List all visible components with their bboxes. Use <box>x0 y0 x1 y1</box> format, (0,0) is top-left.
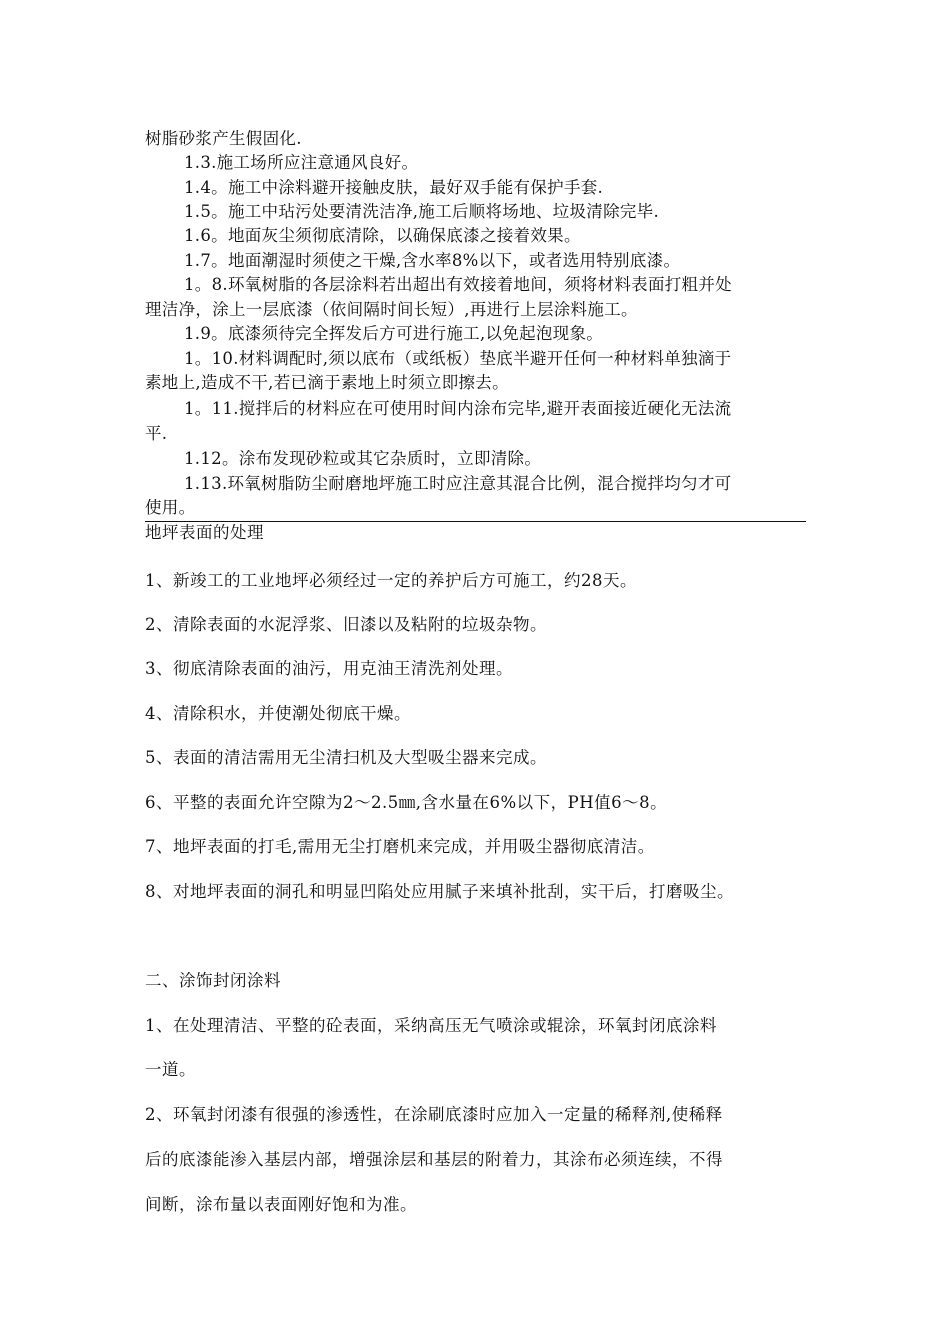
text-line: 1.9。底漆须待完全挥发后方可进行施工,以免起泡现象。 <box>184 324 604 343</box>
text-line: 1.13.环氧树脂防尘耐磨地坪施工时应注意其混合比例，混合搅拌均匀才可 <box>184 474 732 493</box>
text-line: 理洁净，涂上一层底漆（依间隔时间长短）,再进行上层涂料施工。 <box>145 300 638 319</box>
text-line: 1.12。涂布发现砂粒或其它杂质时，立即清除。 <box>184 449 542 468</box>
section-title: 地坪表面的处理 <box>145 523 264 542</box>
list-item: 5、表面的清洁需用无尘清扫机及大型吸尘器来完成。 <box>145 748 547 767</box>
text-line: 1。11.搅拌后的材料应在可使用时间内涂布完毕,避开表面接近硬化无法流 <box>184 399 732 418</box>
text-line: 一道。 <box>145 1060 196 1079</box>
list-item: 2、清除表面的水泥浮浆、旧漆以及粘附的垃圾杂物。 <box>145 615 547 634</box>
text-line: 1.3.施工场所应注意通风良好。 <box>184 153 419 172</box>
section-title: 二、涂饰封闭涂料 <box>145 971 281 990</box>
text-line: 1、在处理清洁、平整的砼表面，采纳高压无气喷涂或辊涂，环氧封闭底涂料 <box>145 1016 717 1035</box>
list-item: 7、地坪表面的打毛,需用无尘打磨机来完成，并用吸尘器彻底清洁。 <box>145 837 655 856</box>
list-item: 4、清除积水，并使潮处彻底干燥。 <box>145 704 411 723</box>
text-line: 树脂砂浆产生假固化. <box>145 129 302 148</box>
text-line: 素地上,造成不干,若已滴于素地上时须立即擦去。 <box>145 373 509 392</box>
text-line: 1.4。施工中涂料避开接触皮肤，最好双手能有保护手套. <box>184 178 604 197</box>
list-item: 8、对地坪表面的洞孔和明显凹陷处应用腻子来填补批刮，实干后，打磨吸尘。 <box>145 882 734 901</box>
text-line: 1.7。地面潮湿时须使之干燥,含水率8%以下，或者选用特别底漆。 <box>184 251 681 270</box>
text-line: 1.6。地面灰尘须彻底清除，以确保底漆之接着效果。 <box>184 226 581 245</box>
list-item: 6、平整的表面允许空隙为2～2.5㎜,含水量在6%以下，PH值6～8。 <box>145 793 668 812</box>
text-line: 1.5。施工中玷污处要清洗洁净,施工后顺将场地、垃圾清除完毕. <box>184 202 660 221</box>
text-line: 后的底漆能渗入基层内部，增强涂层和基层的附着力，其涂布必须连续，不得 <box>145 1150 723 1169</box>
text-line: 2、环氧封闭漆有很强的渗透性，在涂刷底漆时应加入一定量的稀释剂,使稀释 <box>145 1105 723 1124</box>
text-line: 间断，涂布量以表面刚好饱和为准。 <box>145 1195 417 1214</box>
list-item: 3、彻底清除表面的油污，用克油王清洗剂处理。 <box>145 659 513 678</box>
text-line: 平. <box>145 424 168 443</box>
list-item: 1、新竣工的工业地坪必须经过一定的养护后方可施工，约28天。 <box>145 571 637 590</box>
text-line: 1。10.材料调配时,须以底布（或纸板）垫底半避开任何一种材料单独滴于 <box>184 349 732 368</box>
text-line: 使用。 <box>145 498 196 517</box>
text-line: 1。8.环氧树脂的各层涂料若出超出有效接着地间，须将材料表面打粗并处 <box>184 275 732 294</box>
